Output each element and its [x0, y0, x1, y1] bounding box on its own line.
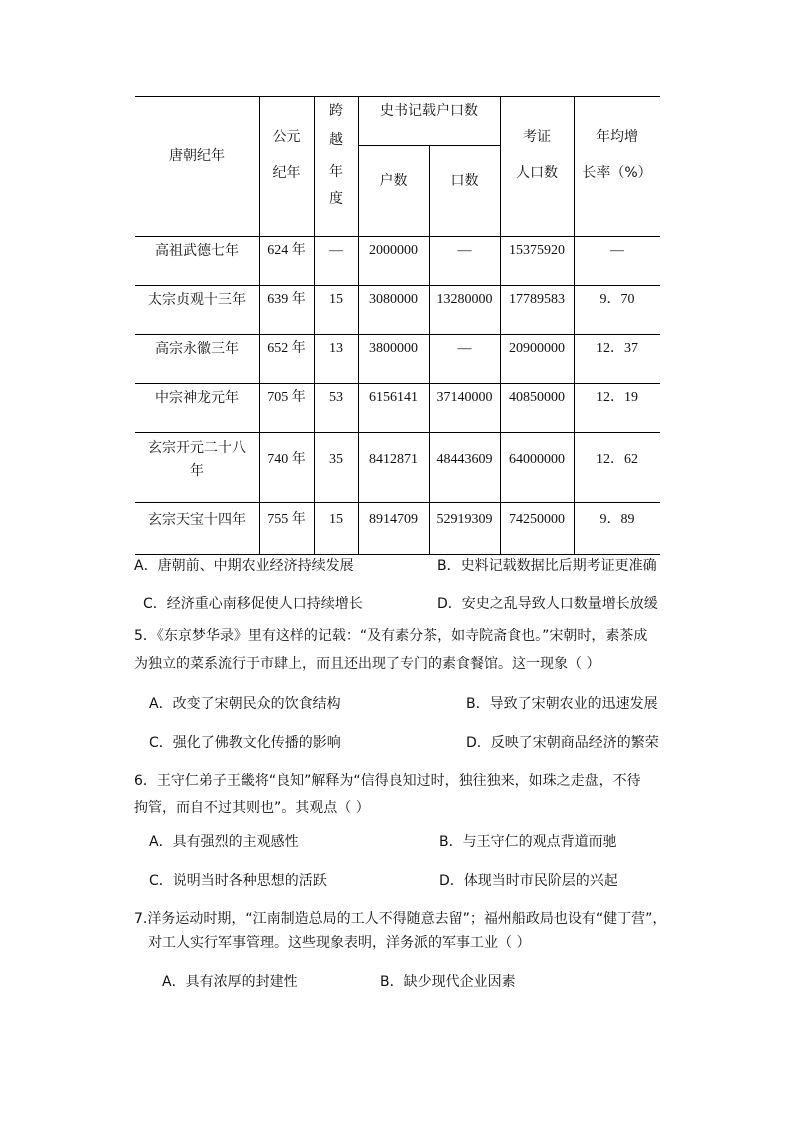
cell-growth: 9．89 [599, 512, 635, 527]
cell-reign-line1: 玄宗开元二十八 [148, 440, 246, 456]
header-households: 户数 [379, 173, 408, 189]
cell-ad: 705 年 [267, 390, 306, 405]
cell-span: 15 [329, 292, 343, 307]
option-b[interactable]: B．导致了宋朝农业的迅速发展 [466, 696, 658, 712]
header-span-4: 度 [329, 191, 343, 207]
cell-verified: 74250000 [509, 512, 565, 527]
cell-reign: 玄宗天宝十四年 [148, 512, 246, 528]
cell-households: 2000000 [369, 243, 418, 258]
cell-ad: 652 年 [267, 341, 306, 356]
option-a[interactable]: A．唐朝前、中期农业经济持续发展 [134, 558, 354, 574]
cell-ad: 740 年 [267, 452, 306, 467]
question-stem-line1: 6．王守仁弟子王畿将“良知”解释为“信得良知过时，独往独来，如珠之走盘，不待 [134, 773, 641, 789]
table-row-line [135, 502, 660, 503]
table-row-line [135, 432, 660, 433]
question-stem-line2: 为独立的菜系流行于市肆上，而且还出现了专门的素食餐馆。这一现象（ ） [134, 656, 601, 672]
header-ad-2: 纪年 [272, 165, 301, 181]
cell-verified: 40850000 [509, 390, 565, 405]
cell-reign: 中宗神龙元年 [155, 390, 239, 406]
table-row-line [135, 334, 660, 335]
table-col-line [358, 96, 359, 554]
table-row-line [135, 383, 660, 384]
cell-growth: 9．70 [599, 292, 635, 307]
cell-households: 3080000 [369, 292, 418, 307]
cell-persons: 37140000 [436, 390, 493, 405]
cell-ad: 639 年 [267, 292, 306, 307]
table-row-line [135, 285, 660, 286]
table-top-border [135, 96, 660, 97]
cell-verified: 64000000 [509, 452, 565, 467]
header-verified-1: 考证 [523, 129, 551, 145]
cell-verified: 15375920 [509, 243, 565, 258]
cell-verified: 20900000 [509, 341, 565, 356]
cell-growth: 12．19 [596, 390, 638, 405]
header-verified-2: 人口数 [516, 165, 558, 181]
cell-span: 53 [329, 390, 343, 405]
header-persons: 口数 [450, 173, 479, 189]
header-growth-2: 长率（%） [582, 165, 652, 181]
cell-reign: 太宗贞观十三年 [148, 292, 246, 308]
cell-households: 6156141 [369, 390, 418, 405]
cell-span: 13 [329, 341, 343, 356]
cell-households: 3800000 [369, 341, 418, 356]
question-stem-line2: 对工人实行军事管理。这些现象表明，洋务派的军事工业（ ） [148, 935, 531, 951]
cell-reign: 高祖武德七年 [155, 243, 239, 259]
option-c[interactable]: C．说明当时各种思想的活跃 [149, 873, 327, 889]
cell-persons: — [457, 341, 472, 356]
header-reign: 唐朝纪年 [169, 148, 225, 164]
cell-persons: — [457, 243, 472, 258]
option-c[interactable]: C．经济重心南移促使人口持续增长 [143, 596, 363, 612]
option-d[interactable]: D．反映了宋朝商品经济的繁荣 [466, 735, 659, 751]
option-a[interactable]: A．具有浓厚的封建性 [162, 974, 298, 990]
header-span-1: 跨 [329, 103, 343, 119]
cell-persons: 52919309 [436, 512, 493, 527]
table-header-bottom [135, 236, 660, 237]
cell-persons: 13280000 [436, 292, 493, 307]
header-span-3: 年 [329, 164, 343, 180]
option-d[interactable]: D．安史之乱导致人口数量增长放缓 [437, 596, 658, 612]
cell-households: 8914709 [369, 512, 418, 527]
cell-households: 8412871 [369, 452, 418, 467]
cell-growth: — [610, 243, 624, 258]
option-d[interactable]: D．体现当时市民阶层的兴起 [439, 873, 618, 889]
cell-span: 35 [329, 452, 343, 467]
option-a[interactable]: A．改变了宋朝民众的饮食结构 [149, 696, 341, 712]
cell-span: — [329, 243, 343, 258]
cell-ad: 755 年 [267, 512, 306, 527]
cell-verified: 17789583 [509, 292, 565, 307]
option-b[interactable]: B．与王守仁的观点背道而驰 [439, 834, 617, 850]
question-stem-line1: 5．《东京梦华录》里有这样的记载：“及有素分茶，如寺院斋食也。”宋朝时，素茶成 [134, 628, 648, 644]
question-stem-line2: 拘管，而自不过其则也”。其观点（ ） [134, 800, 370, 816]
header-record: 史书记载户口数 [380, 103, 478, 119]
option-c[interactable]: C．强化了佛教文化传播的影响 [149, 735, 341, 751]
option-b[interactable]: B．缺少现代企业因素 [380, 974, 516, 990]
cell-reign-line2: 年 [190, 463, 204, 479]
table-bottom-border [135, 554, 660, 555]
cell-ad: 624 年 [267, 243, 306, 258]
cell-growth: 12．62 [596, 452, 638, 467]
option-a[interactable]: A．具有强烈的主观感性 [149, 834, 299, 850]
header-growth-1: 年均增 [596, 129, 638, 145]
cell-span: 15 [329, 512, 343, 527]
cell-growth: 12．37 [596, 341, 638, 356]
question-stem-line1: 7.洋务运动时期，“江南制造总局的工人不得随意去留”；福州船政局也设有“健丁营”， [134, 911, 667, 927]
option-b[interactable]: B．史料记载数据比后期考证更准确 [437, 558, 657, 574]
cell-persons: 48443609 [436, 452, 493, 467]
header-ad-1: 公元 [272, 129, 301, 145]
header-span-2: 越 [329, 132, 343, 148]
cell-reign: 高宗永徽三年 [155, 341, 239, 357]
